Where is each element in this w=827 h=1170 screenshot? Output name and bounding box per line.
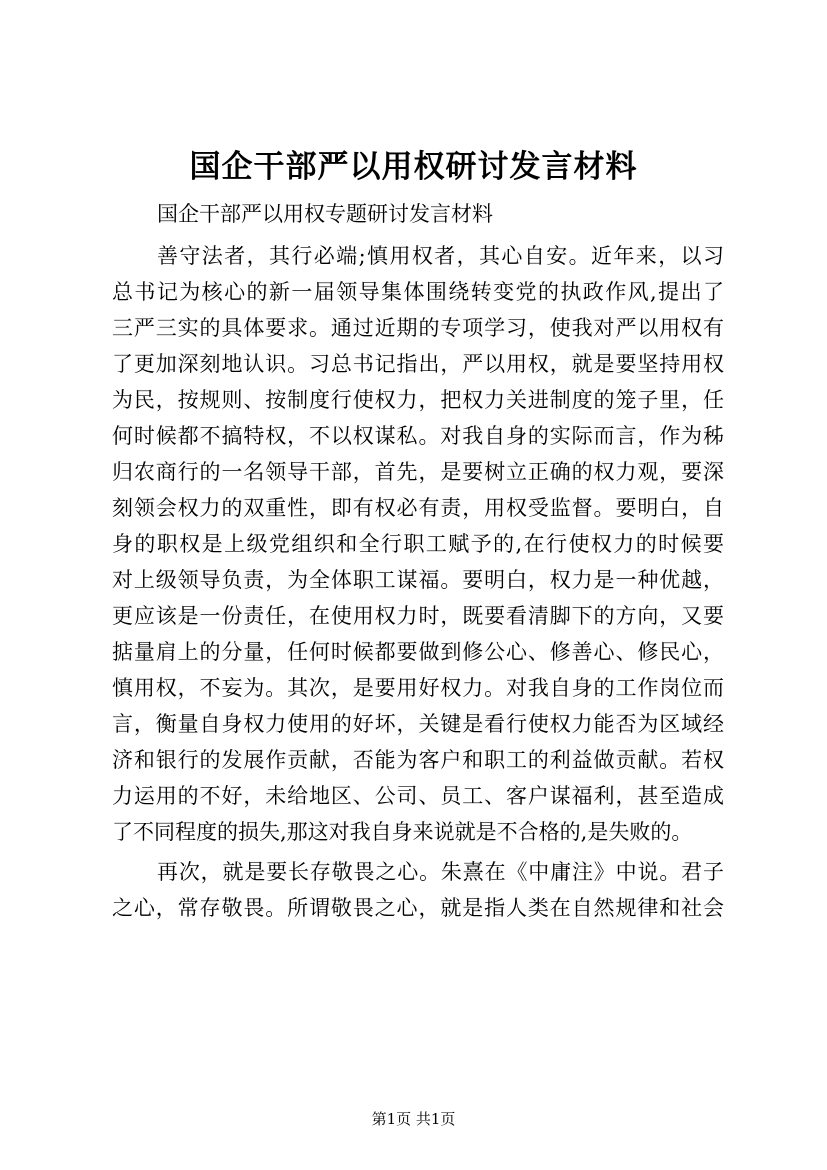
document-subtitle: 国企干部严以用权专题研讨发言材料	[157, 202, 493, 226]
text-line: 之心，常存敬畏。所谓敬畏之心，就是指人类在自然规律和社会	[112, 896, 724, 920]
text-line: 身的职权是上级党组织和全行职工赋予的,在行使权力的时候要	[112, 532, 724, 556]
text-line: 更应该是一份责任，在使用权力时，既要看清脚下的方向，又要	[112, 604, 724, 628]
text-line: 了更加深刻地认识。习总书记指出，严以用权，就是要坚持用权	[112, 352, 724, 376]
text-line: 言，衡量自身权力使用的好坏，关键是看行使权力能否为区域经	[112, 712, 724, 736]
text-line: 为民，按规则、按制度行使权力，把权力关进制度的笼子里，任	[112, 388, 724, 412]
text-line: 再次，就是要长存敬畏之心。朱熹在《中庸注》中说。君子	[157, 860, 724, 884]
text-line: 慎用权，不妄为。其次，是要用好权力。对我自身的工作岗位而	[112, 676, 724, 700]
page-number: 第1页 共1页	[371, 1110, 456, 1128]
text-line: 力运用的不好，未给地区、公司、员工、客户谋福利，甚至造成	[112, 784, 724, 808]
text-line: 济和银行的发展作贡献，否能为客户和职工的利益做贡献。若权	[112, 748, 724, 772]
text-line: 何时候都不搞特权，不以权谋私。对我自身的实际而言，作为秭	[112, 424, 724, 448]
text-line: 对上级领导负责，为全体职工谋福。要明白，权力是一种优越，	[112, 568, 724, 592]
text-line: 三严三实的具体要求。通过近期的专项学习，使我对严以用权有	[112, 316, 724, 340]
text-line: 总书记为核心的新一届领导集体围绕转变党的执政作风,提出了	[112, 280, 724, 304]
document-title: 国企干部严以用权研讨发言材料	[189, 149, 638, 185]
text-line: 刻领会权力的双重性，即有权必有责，用权受监督。要明白，自	[112, 496, 724, 520]
text-line: 善守法者，其行必端;慎用权者，其心自安。近年来，以习	[157, 244, 724, 268]
text-line: 掂量肩上的分量，任何时候都要做到修公心、修善心、修民心，	[112, 640, 724, 664]
text-line: 了不同程度的损失,那这对我自身来说就是不合格的,是失败的。	[112, 820, 693, 844]
text-line: 归农商行的一名领导干部，首先，是要树立正确的权力观，要深	[112, 460, 724, 484]
